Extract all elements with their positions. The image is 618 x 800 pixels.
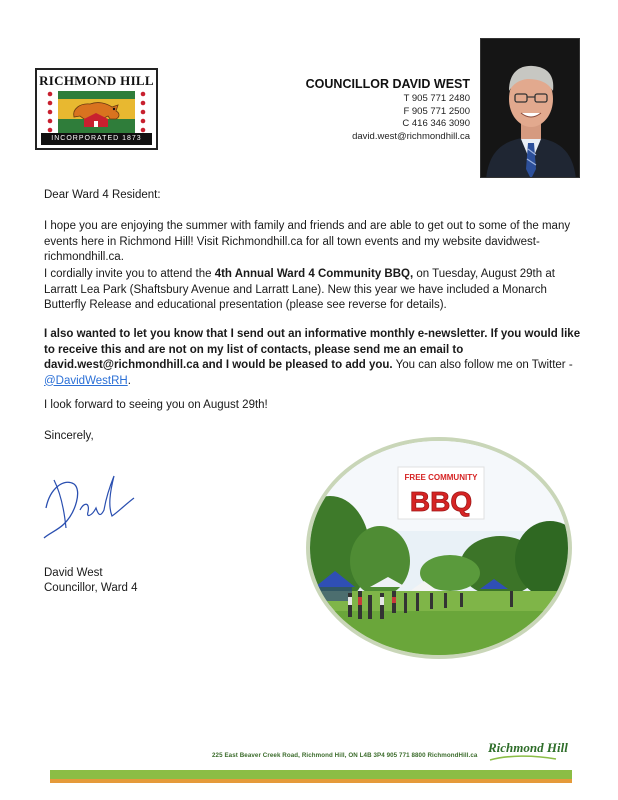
paragraph-3-end: . — [127, 374, 131, 387]
councillor-portrait-photo — [480, 38, 580, 178]
footer-address: 225 East Beaver Creek Road, Richmond Hill, ON L4B 3P4 905 771 8800 RichmondHill.ca — [212, 752, 478, 759]
bbq-sign-top: FREE COMMUNITY — [404, 473, 478, 482]
richmond-hill-logo — [35, 68, 158, 150]
email-address: david.west@richmondhill.ca — [352, 130, 470, 142]
paragraph-2 — [44, 267, 584, 314]
logo-title: RICHMOND HILL — [39, 73, 154, 88]
logo-incorporated: INCORPORATED 1873 — [41, 133, 152, 145]
footer-richmond-hill-logo: Richmond Hill — [488, 740, 568, 755]
paragraph-3 — [44, 327, 584, 389]
logo-crest-icon — [44, 89, 149, 135]
newsletter-invite-text: I also wanted to let you know that I send out an informative monthly e-newsletter. If you would like to receive this and are not on my list of contacts, please send me an email to david.west@richmondhill.ca and I would be pleased to add you. — [44, 328, 581, 371]
signer-title: Councillor, Ward 4 — [44, 582, 138, 594]
councillor-contact-block — [306, 77, 470, 143]
phone-number: T 905 771 2480 — [403, 93, 470, 104]
paragraph-1 — [44, 219, 584, 266]
community-bbq-photo — [306, 437, 572, 659]
paragraph-1-text: I hope you are enjoying the summer with family and friends and are able to get out to some of the many events here in Richmond Hill! Visit Richmondhill.ca for all town events and my website davidwest-richmondhill.ca. — [44, 220, 571, 263]
footer-logo-swoosh-icon — [488, 754, 558, 762]
salutation: Dear Ward 4 Resident: — [44, 189, 161, 201]
councillor-name: COUNCILLOR DAVID WEST — [305, 77, 470, 91]
handwritten-signature — [40, 468, 140, 546]
closing: Sincerely, — [44, 430, 94, 442]
footer-green-bar — [50, 770, 572, 779]
fax-number: F 905 771 2500 — [403, 105, 470, 117]
bbq-event-name: 4th Annual Ward 4 Community BBQ, — [214, 268, 414, 280]
cell-number: C 416 346 3090 — [402, 118, 470, 129]
paragraph-2-details: on Tuesday, August 29th at Larratt Lea Park (Shaftsbury Avenue and Larratt Lane). New this year we have included a Monarch Butterfly Release and educational presentation (please see reverse for details). — [44, 268, 555, 311]
paragraph-2-intro: I cordially invite you to attend the — [44, 268, 215, 280]
bbq-sign-main: BBQ — [409, 486, 473, 517]
twitter-handle-link[interactable]: @DavidWestRH — [44, 374, 128, 387]
footer-orange-bar — [50, 779, 572, 783]
paragraph-4: I look forward to seeing you on August 29th! — [44, 399, 268, 411]
twitter-follow-text: You can also follow me on Twitter - — [392, 359, 573, 371]
signer-name: David West — [44, 567, 103, 579]
